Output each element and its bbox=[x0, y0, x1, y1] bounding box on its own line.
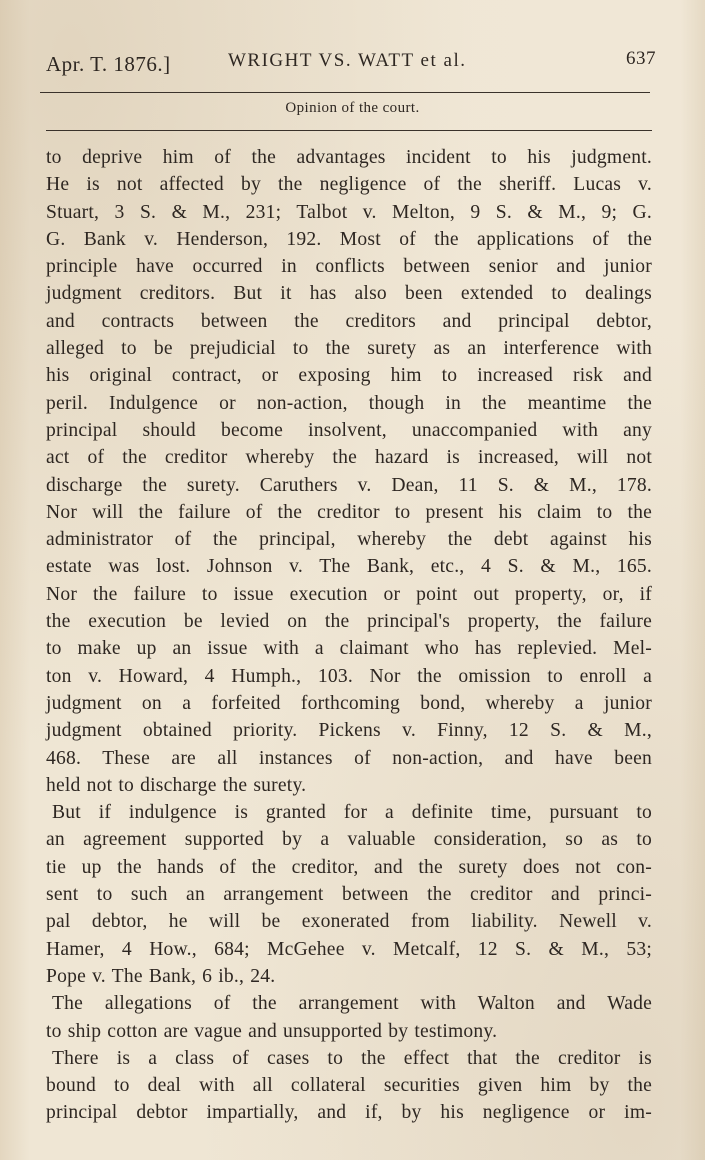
text-line: tie up the hands of the creditor, and the surety does not con- bbox=[46, 856, 652, 878]
bottom-rule bbox=[46, 130, 652, 131]
text-line: principal debtor impartially, and if, by his negligence or im- bbox=[46, 1102, 652, 1124]
text-line: judgment obtained priority. Pickens v. Finny, 12 S. & M., bbox=[46, 720, 652, 742]
text-line: administrator of the principal, whereby the debt against his bbox=[46, 529, 652, 551]
text-line: to deprive him of the advantages incident to his judgment. bbox=[46, 147, 652, 168]
text-line: Pope v. The Bank, 6 ib., 24. bbox=[46, 965, 276, 987]
text-line: The allegations of the arrangement with Walton and Wade bbox=[52, 993, 652, 1015]
text-line: ton v. Howard, 4 Humph., 103. Nor the omission to enroll a bbox=[46, 665, 652, 687]
text-line: 468. These are all instances of non-action, and have been bbox=[46, 747, 652, 769]
text-line: Hamer, 4 How., 684; McGehee v. Metcalf, 12 S. & M., 53; bbox=[46, 938, 652, 960]
text-line: principal should become insolvent, unaccompanied with any bbox=[46, 419, 652, 441]
text-line: peril. Indulgence or non-action, though in the meantime the bbox=[46, 392, 652, 414]
text-line: Nor the failure to issue execution or point out property, or, if bbox=[46, 583, 652, 605]
text-line: sent to such an arrangement between the creditor and princi- bbox=[46, 884, 652, 906]
text-line: There is a class of cases to the effect that the creditor is bbox=[52, 1047, 652, 1069]
text-line: to ship cotton are vague and unsupported by testimony. bbox=[46, 1020, 498, 1042]
page-number: 637 bbox=[626, 48, 656, 69]
text-line: estate was lost. Johnson v. The Bank, etc., 4 S. & M., 165. bbox=[46, 556, 652, 578]
opinion-text bbox=[46, 144, 652, 1127]
text-line: pal debtor, he will be exonerated from liability. Newell v. bbox=[46, 911, 652, 933]
text-line: G. Bank v. Henderson, 192. Most of the applications of the bbox=[46, 228, 652, 250]
text-line: and contracts between the creditors and principal debtor, bbox=[46, 310, 652, 332]
text-line: judgment creditors. But it has also been extended to dealings bbox=[46, 283, 652, 305]
text-line: He is not affected by the negligence of the sheriff. Lucas v. bbox=[46, 174, 652, 196]
text-line: Stuart, 3 S. & M., 231; Talbot v. Melton, 9 S. & M., 9; G. bbox=[46, 201, 652, 223]
text-line: act of the creditor whereby the hazard is increased, will not bbox=[46, 447, 652, 469]
running-header bbox=[46, 46, 656, 82]
text-line: But if indulgence is granted for a definite time, pursuant to bbox=[52, 802, 652, 824]
section-subheading: Opinion of the court. bbox=[285, 100, 420, 116]
text-line: his original contract, or exposing him to increased risk and bbox=[46, 365, 652, 387]
text-line: judgment on a forfeited forthcoming bond, whereby a junior bbox=[46, 692, 652, 714]
text-line: held not to discharge the surety. bbox=[46, 774, 307, 796]
text-line: bound to deal with all collateral securities given him by the bbox=[46, 1075, 652, 1097]
text-line: discharge the surety. Caruthers v. Dean, 11 S. & M., 178. bbox=[46, 474, 652, 496]
top-rule bbox=[40, 92, 650, 93]
case-title: WRIGHT VS. WATT et al. bbox=[228, 50, 467, 71]
text-line: Nor will the failure of the creditor to present his claim to the bbox=[46, 501, 652, 523]
text-line: principle have occurred in conflicts between senior and junior bbox=[46, 256, 652, 278]
text-line: alleged to be prejudicial to the surety as an interference with bbox=[46, 338, 652, 360]
text-line: to make up an issue with a claimant who has replevied. Mel- bbox=[46, 638, 652, 660]
text-line: the execution be levied on the principal's property, the failure bbox=[46, 611, 652, 633]
term-label: Apr. T. 1876.] bbox=[46, 52, 171, 76]
text-line: an agreement supported by a valuable consideration, so as to bbox=[46, 829, 652, 851]
